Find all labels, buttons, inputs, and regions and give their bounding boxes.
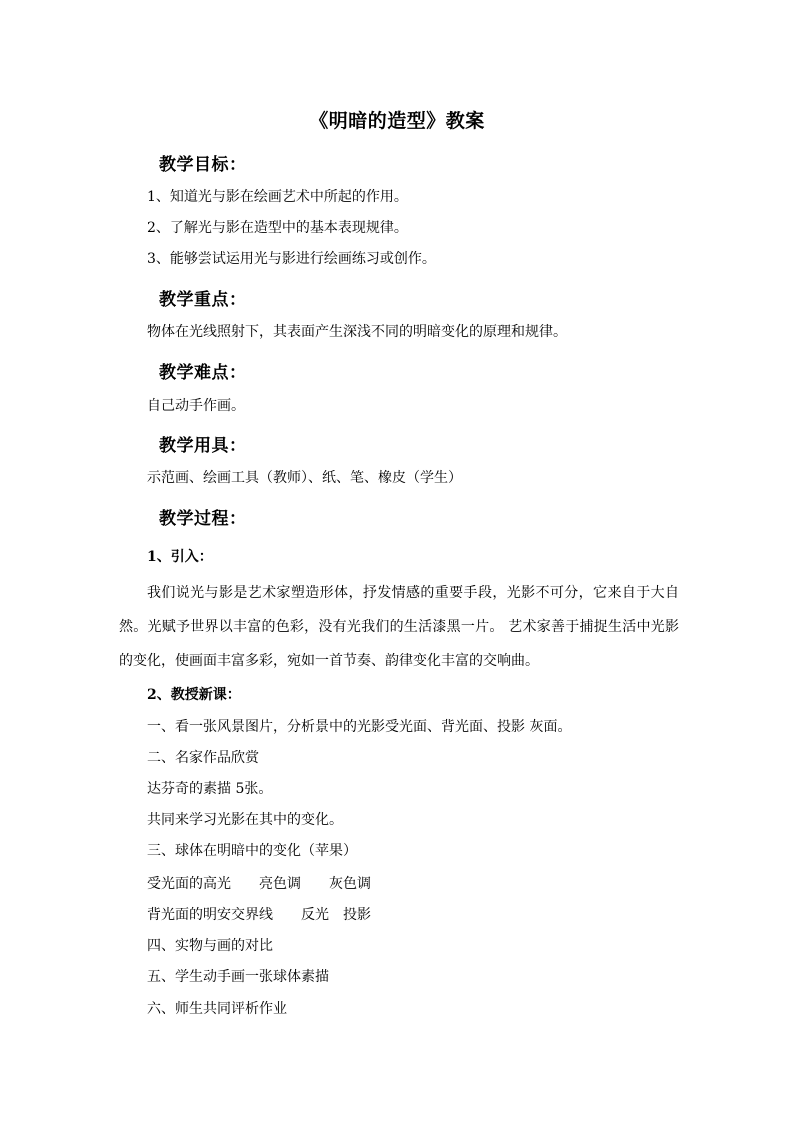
- lesson-step: 达芬奇的素描 5张。: [147, 781, 273, 797]
- difficulties-heading: 教学难点：: [159, 363, 247, 383]
- lesson-step: 受光面的高光 亮色调 灰色调: [147, 876, 371, 892]
- new-lesson-heading: 2、教授新课：: [147, 687, 241, 703]
- key-points-heading: 教学重点：: [159, 290, 247, 310]
- intro-paragraph: 我们说光与影是艺术家塑造形体，抒发情感的重要手段，光影不可分，它来自于大自然。光赋予世界以丰富的色彩，没有光我们的生活漆黑一片。 艺术家善于捕捉生活中光影的变化，使画面丰富多彩，宛如一首节奏、韵律变化丰富的交响曲。: [119, 585, 679, 669]
- process-heading: 教学过程：: [159, 509, 247, 529]
- document-title: 《明暗的造型》教案: [309, 110, 485, 132]
- objective-item: 1、知道光与影在绘画艺术中所起的作用。: [147, 189, 408, 205]
- objective-item: 2、了解光与影在造型中的基本表现规律。: [147, 220, 408, 236]
- intro-heading: 1、引入：: [147, 549, 213, 565]
- lesson-step: 五、学生动手画一张球体素描: [147, 969, 329, 985]
- tools-heading: 教学用具：: [159, 436, 247, 456]
- objectives-heading: 教学目标：: [159, 155, 247, 175]
- lesson-step: 背光面的明安交界线 反光 投影: [147, 907, 371, 923]
- key-points-text: 物体在光线照射下，其表面产生深浅不同的明暗变化的原理和规律。: [147, 324, 567, 340]
- lesson-step: 四、实物与画的对比: [147, 938, 273, 954]
- tools-text: 示范画、绘画工具（教师）、纸、笔、橡皮（学生）: [147, 470, 462, 486]
- lesson-step: 三、球体在明暗中的变化（苹果）: [147, 843, 357, 859]
- lesson-step: 共同来学习光影在其中的变化。: [147, 812, 343, 828]
- difficulties-text: 自己动手作画。: [147, 398, 245, 414]
- lesson-step: 二、名家作品欣赏: [147, 750, 259, 766]
- objective-item: 3、能够尝试运用光与影进行绘画练习或创作。: [147, 251, 436, 267]
- lesson-step: 一、看一张风景图片，分析景中的光影受光面、背光面、投影 灰面。: [147, 719, 572, 735]
- lesson-step: 六、师生共同评析作业: [147, 1001, 287, 1017]
